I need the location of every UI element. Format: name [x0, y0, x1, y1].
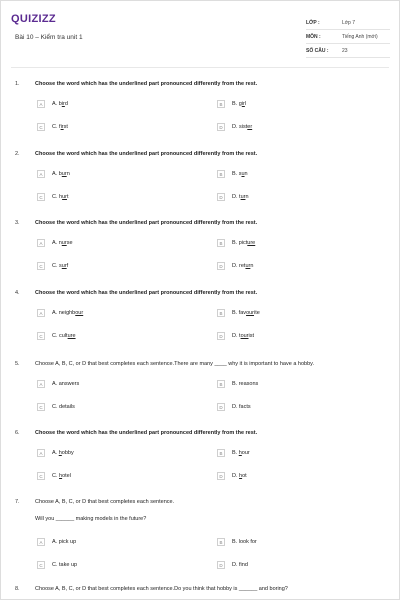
question-number: 3. [15, 220, 20, 226]
option-letter-box[interactable]: B [217, 100, 225, 108]
meta-label: LỚP : [306, 20, 320, 26]
option-letter-box[interactable]: D [217, 403, 225, 411]
option-text: A. answers [52, 381, 80, 387]
option-text: A. nurse [52, 240, 73, 246]
question-number: 7. [15, 499, 20, 505]
meta-row-subject [306, 30, 390, 44]
option-letter-box[interactable]: C [37, 262, 45, 270]
option-text: D. facts [232, 404, 251, 410]
option-text: B. picture [232, 240, 256, 246]
option-letter-box[interactable]: A [37, 170, 45, 178]
question-text: Choose the word which has the underlined part pronounced differently from the rest. [35, 151, 258, 157]
question-text: Choose A, B, C, or D that best completes each sentence.There are many ____ why it is important to have a hobby. [35, 361, 315, 367]
option-letter-box[interactable]: C [37, 123, 45, 131]
meta-value: Lớp 7 [342, 20, 356, 26]
option-text: B. sun [232, 171, 248, 177]
option-text: C. surf [52, 263, 69, 269]
quizizz-logo: QUIZIZZ [11, 13, 56, 25]
option-text: A. pick up [52, 539, 77, 545]
option-letter-box[interactable]: B [217, 239, 225, 247]
meta-row-count [306, 44, 390, 58]
option-letter-box[interactable]: B [217, 170, 225, 178]
option-text: D. hot [232, 473, 247, 479]
option-letter-box[interactable]: A [37, 309, 45, 317]
meta-row-class [306, 16, 390, 30]
option-text: B. reasons [232, 381, 259, 387]
page-title: Bài 10 – Kiểm tra unit 1 [15, 34, 83, 41]
option-letter-box[interactable]: D [217, 561, 225, 569]
option-text: C. first [52, 124, 68, 130]
question-number: 1. [15, 81, 20, 87]
meta-label: MÔN : [306, 34, 321, 40]
option-text: A. hobby [52, 450, 74, 456]
option-letter-box[interactable]: A [37, 380, 45, 388]
question-text: Choose the word which has the underlined part pronounced differently from the rest. [35, 290, 258, 296]
option-letter-box[interactable]: C [37, 403, 45, 411]
option-text: A. neighbour [52, 310, 84, 316]
option-text: B. hour [232, 450, 250, 456]
option-letter-box[interactable]: A [37, 538, 45, 546]
option-letter-box[interactable]: A [37, 100, 45, 108]
option-letter-box[interactable]: B [217, 538, 225, 546]
option-text: B. look for [232, 539, 257, 545]
option-text: D. find [232, 562, 248, 568]
option-text: C. hurt [52, 194, 69, 200]
question-text: Choose A, B, C, or D that best completes each sentence.Do you think that hobby is ______ and boring? [35, 586, 288, 592]
option-letter-box[interactable]: A [37, 239, 45, 247]
question-text: Choose A, B, C, or D that best completes each sentence. [35, 499, 175, 505]
option-text: B. favourite [232, 310, 260, 316]
option-text: C. hotel [52, 473, 71, 479]
option-letter-box[interactable]: B [217, 449, 225, 457]
option-text: C. details [52, 404, 75, 410]
option-letter-box[interactable]: D [217, 332, 225, 340]
option-letter-box[interactable]: C [37, 472, 45, 480]
option-letter-box[interactable]: D [217, 123, 225, 131]
option-letter-box[interactable]: D [217, 472, 225, 480]
option-text: A. burn [52, 171, 70, 177]
option-letter-box[interactable]: D [217, 193, 225, 201]
option-letter-box[interactable]: B [217, 380, 225, 388]
question-text: Choose the word which has the underlined part pronounced differently from the rest. [35, 81, 258, 87]
question-number: 6. [15, 430, 20, 436]
question-number: 8. [15, 586, 20, 592]
question-number: 2. [15, 151, 20, 157]
meta-label: SỐ CÂU : [306, 48, 329, 54]
option-letter-box[interactable]: B [217, 309, 225, 317]
option-text: D. turn [232, 194, 249, 200]
option-letter-box[interactable]: C [37, 193, 45, 201]
option-text: A. bird [52, 101, 68, 107]
option-text: B. girl [232, 101, 247, 107]
option-letter-box[interactable]: D [217, 262, 225, 270]
meta-value: 23 [342, 48, 348, 54]
question-text: Choose the word which has the underlined part pronounced differently from the rest. [35, 430, 258, 436]
option-letter-box[interactable]: C [37, 332, 45, 340]
option-letter-box[interactable]: C [37, 561, 45, 569]
option-text: C. take up [52, 562, 78, 568]
option-letter-box[interactable]: A [37, 449, 45, 457]
question-subtext: Will you ______ making models in the future? [35, 516, 147, 522]
question-number: 5. [15, 361, 20, 367]
question-text: Choose the word which has the underlined part pronounced differently from the rest. [35, 220, 258, 226]
question-number: 4. [15, 290, 20, 296]
meta-table [306, 16, 390, 58]
meta-value: Tiếng Anh (mới) [342, 34, 378, 40]
option-text: D. tourist [232, 333, 255, 339]
header-divider [11, 67, 389, 68]
option-text: D. sister [232, 124, 253, 130]
option-text: D. return [232, 263, 254, 269]
option-text: C. culture [52, 333, 76, 339]
